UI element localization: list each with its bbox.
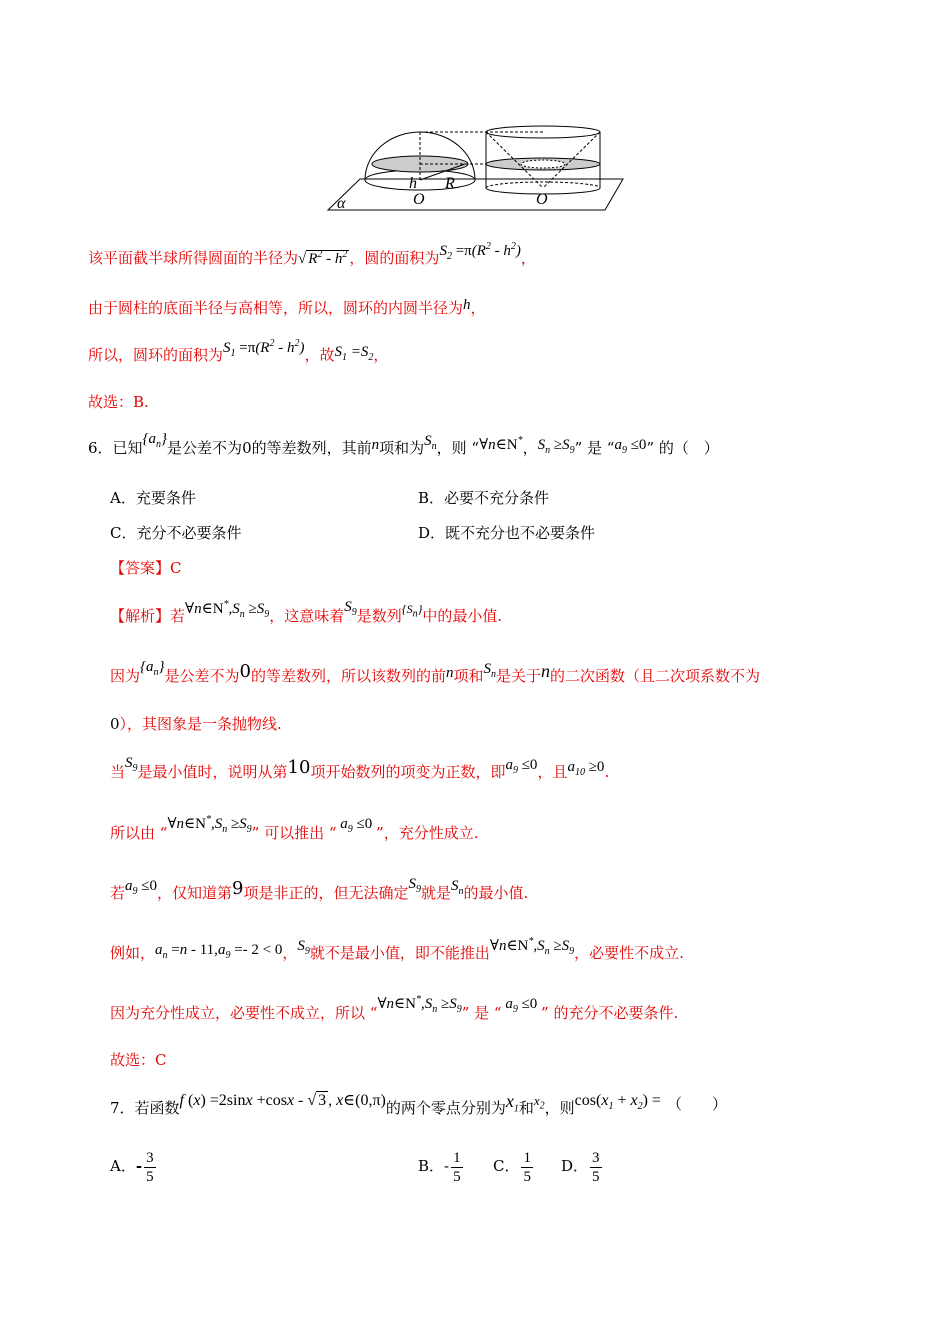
q6-answer: 【答案】C [110,559,182,577]
solution5-line1: 该平面截半球所得圆面的半径为√ $R^2 - h^2$ ，圆的面积为$S_2 =\pi(R^2 - h^2)$， [88,241,536,267]
q6-analysis-1: 【解析】若$\forall n\in N^*,S_n \ge S_9$，这意味着$S_9$是数列$^{\{S_n\}}$中的最小值. [110,599,503,625]
figure-label-o-left: O [413,191,425,208]
text: 【解析】 [110,607,171,625]
text: ” 的充分不必要条件. [541,1004,679,1022]
text: ”，充分性成立. [376,824,479,842]
q6-analysis-4: 所以由 “$\forall n\in N^*,S_n \ge S_9$” 可以推出 “ $a_9 \le 0$ ”，充分性成立. [110,814,479,842]
text: 项开始数列的项变为正数，即 [310,763,506,781]
text: 1 [523,1149,531,1166]
figure-label-h: h [409,175,417,192]
text: ，这意味着 [269,607,345,625]
text: 0 [242,439,252,457]
text: - [444,1157,450,1175]
text: 若 [110,884,126,902]
q7-option-b[interactable] [418,1146,465,1186]
frac-a [144,1149,156,1186]
text: 和 [518,1099,534,1117]
text: ，且 [537,763,568,781]
text: 1 [453,1149,461,1166]
solution5-line3: 所以，圆环的面积为$S_1 =\pi(R^2 - h^2)$，故$S_1 =S_2$， [88,338,389,364]
q6-analysis-5: 若$a_9 \le 0$，仅知道第9项是非正的，但无法确定$S_9$就是$S_n$的最小值. [110,876,529,902]
q6-option-a[interactable]: A．充要条件 [110,489,196,507]
q6-analysis-2b [110,714,282,734]
question-7-stem: 7．若函数f (x) =2sinx +cosx - √ 3 , x∈(0,π)的两个零点分别为$x_1$和$x_2$，则$\cos(x_1 + x_2)$ = （ ） [110,1091,727,1117]
text: 的二次函数（且二次项系数不为 [550,667,761,685]
text: 5 [146,1168,154,1185]
text: ” 是 “ [461,1004,502,1022]
q6-analysis-6: 例如，$a_n =n - 11,a_9 =- 2 < 0$，$S_9$就不是最小值，即不能推出$\forall n\in N^*,S_n \ge S_9$，必要性不成立. [110,936,684,962]
text: ， [522,439,538,457]
q6-analysis-7: 因为充分性成立，必要性不成立，所以 “$\forall n\in N^*,S_n \ge S_9$” 是 “ $a_9 \le 0$ ” 的充分不必要条件. [110,994,679,1022]
q6-option-d[interactable]: D．既不充分也不必要条件 [418,524,596,542]
text: 若 [170,607,186,625]
text: ，仅知道第 [157,884,233,902]
text: 所以，圆环的面积为 [88,346,224,364]
text: ，则 “ [436,439,480,457]
text: ，圆的面积为 [349,249,440,267]
solution5-choice: 故选：B. [88,393,149,411]
text: ， [373,346,389,364]
q6-choice: 故选：C [110,1051,167,1069]
text: ，则 [544,1099,575,1117]
q6-analysis-3: 当$S_9$是最小值时，说明从第10项开始数列的项变为正数，即$a_9 \le 0$，且$a_{10} \ge 0$. [110,755,610,781]
text: ，故 [304,346,335,364]
text: ” 可以推出 “ [251,824,337,842]
text: 7．若函数 [110,1099,180,1117]
text: ” 的（ ） [646,439,719,457]
figure-label-o-right: O [536,191,548,208]
frac-d [590,1149,602,1186]
text: 是公差不为 [167,439,243,457]
text: 就不是最小值，即不能推出 [309,944,490,962]
q7-option-a[interactable] [110,1146,158,1186]
hemisphere-cylinder-figure [325,122,625,214]
text: 的两个零点分别为 [385,1099,506,1117]
text: C． [493,1157,520,1175]
text: 项和 [453,667,484,685]
text: 中的最小值. [422,607,503,625]
text: ，必要性不成立. [574,944,684,962]
q6-option-c[interactable]: C．充分不必要条件 [110,524,242,542]
q6-option-b[interactable]: B．必要不充分条件 [418,489,550,507]
text: 是最小值时，说明从第 [137,763,288,781]
text: 由于圆柱的底面半径与高相等，所以，圆环的内圆半径为 [88,299,464,317]
text: 该平面截半球所得圆面的半径为 [88,249,299,267]
q7-option-d[interactable] [561,1146,604,1186]
text: 的最小值. [463,884,529,902]
text: 是公差不为 [164,667,240,685]
text: 例如， [110,944,156,962]
text: 是关于 [496,667,542,685]
text: ），其图象是一条抛物线. [119,715,282,733]
figure-label-alpha: α [337,195,346,212]
frac-b [451,1149,463,1186]
q7-option-c[interactable] [493,1146,535,1186]
text: ， [470,299,486,317]
text: 就是 [420,884,451,902]
text: 的等差数列，其前 [251,439,372,457]
text: 5 [592,1168,600,1185]
figure-label-r: R [445,175,455,192]
text: 当 [110,763,126,781]
text: ， [282,944,298,962]
text: （ ） [666,1095,727,1113]
text: 6．已知 [88,439,143,457]
text: D． [561,1157,589,1175]
text: - [135,1157,143,1175]
text: 项是非正的，但无法确定 [243,884,409,902]
question-6-stem: 6．已知$\{a_n\}$是公差不为0的等差数列，其前n项和为$S_n$，则 “∀n∈N*，$S_n \ge S_9$” 是 “$a_9 \le 0$” 的（ ） [88,431,719,457]
text: 0 [239,661,251,682]
text: 3 [592,1149,600,1166]
text: 所以由 “ [110,824,168,842]
text: 项和为 [379,439,425,457]
text: 5 [453,1168,461,1185]
text: 是数列 [356,607,402,625]
text: ” 是 “ [574,439,615,457]
q6-analysis-2: 因为$\{a_n\}$是公差不为0的等差数列，所以该数列的前n项和$S_n$是关于n的二次函数（且二次项系数不为 [110,659,761,685]
frac-c [521,1149,533,1186]
text: 3 [146,1149,154,1166]
solution5-line2: 由于圆柱的底面半径与高相等，所以，圆环的内圆半径为h， [88,297,486,317]
text: 因为 [110,667,141,685]
text: 5 [523,1168,531,1185]
text: B． [418,1157,445,1175]
text: A． [110,1157,136,1175]
text: 0 [110,715,120,733]
text: 的等差数列，所以该数列的前 [250,667,446,685]
text: 因为充分性成立，必要性不成立，所以 “ [110,1004,378,1022]
text: . [604,763,610,781]
